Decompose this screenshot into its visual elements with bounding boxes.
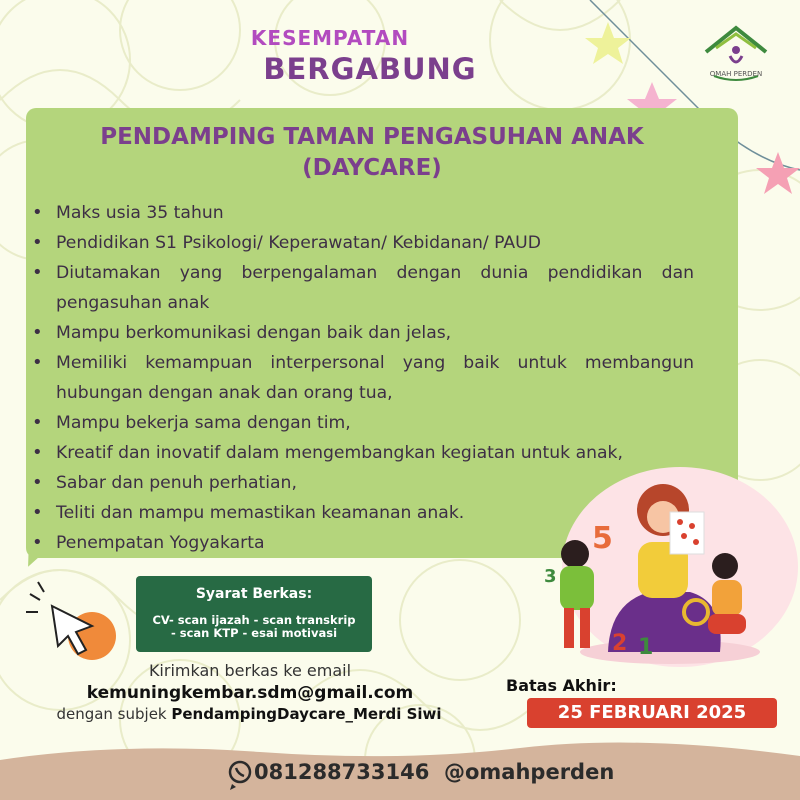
headline-small: KESEMPATAN [250, 26, 410, 50]
submit-subject-prefix: dengan subjek [56, 705, 172, 723]
job-title-line2: (DAYCARE) [302, 155, 442, 181]
list-item: • Pendidikan S1 Psikologi/ Keperawatan/ Kebidanan/ PAUD [26, 228, 694, 258]
logo-text: OMAH PERDEN [709, 70, 763, 78]
deadline-badge: 25 FEBRUARI 2025 [527, 698, 777, 728]
instagram-handle[interactable]: @omahperden [444, 760, 615, 784]
document-requirements-line2: - scan KTP - esai motivasi [170, 626, 338, 640]
document-requirements-line1: CV- scan ijazah - scan transkrip [152, 613, 356, 627]
list-item: • Mampu bekerja sama dengan tim, [26, 408, 694, 438]
document-requirements-title: Syarat Berkas: [195, 586, 313, 602]
list-item: • Mampu berkomunikasi dengan baik dan jelas, [26, 318, 694, 348]
list-item: • Memiliki kemampuan interpersonal yang baik untuk membangun hubungan dengan anak dan orang tua, [26, 348, 694, 408]
svg-text:1: 1 [638, 635, 654, 660]
submit-subject: PendampingDaycare_Merdi Siwi [171, 705, 442, 723]
list-item: • Teliti dan mampu memastikan keamanan anak. [26, 498, 676, 528]
list-item: • Sabar dan penuh perhatian, [26, 468, 694, 498]
teacher-children-illustration [520, 462, 800, 672]
svg-text:2: 2 [612, 631, 628, 656]
list-item: • Penempatan Yogyakarta [26, 528, 676, 558]
whatsapp-icon [0, 0, 260, 800]
list-item: • Diutamakan yang berpengalaman dengan dunia pendidikan dan pengasuhan anak [26, 258, 694, 318]
star-icon [585, 22, 631, 64]
job-title-line1: PENDAMPING TAMAN PENGASUHAN ANAK [100, 124, 644, 150]
phone-number[interactable]: 081288733146 [254, 760, 430, 784]
list-item: • Kreatif dan inovatif dalam mengembangkan kegiatan untuk anak, [26, 438, 694, 468]
omah-perden-logo [696, 18, 776, 98]
submit-email[interactable]: kemuningkembar.sdm@gmail.com [86, 683, 414, 703]
star-icon [756, 152, 800, 194]
svg-text:3: 3 [544, 566, 557, 587]
svg-text:5: 5 [592, 521, 613, 556]
list-item: • Maks usia 35 tahun [26, 198, 694, 228]
deadline-label: Batas Akhir: [506, 676, 617, 695]
headline-big: BERGABUNG [263, 52, 477, 86]
submit-instruction: Kirimkan berkas ke email [148, 661, 352, 680]
